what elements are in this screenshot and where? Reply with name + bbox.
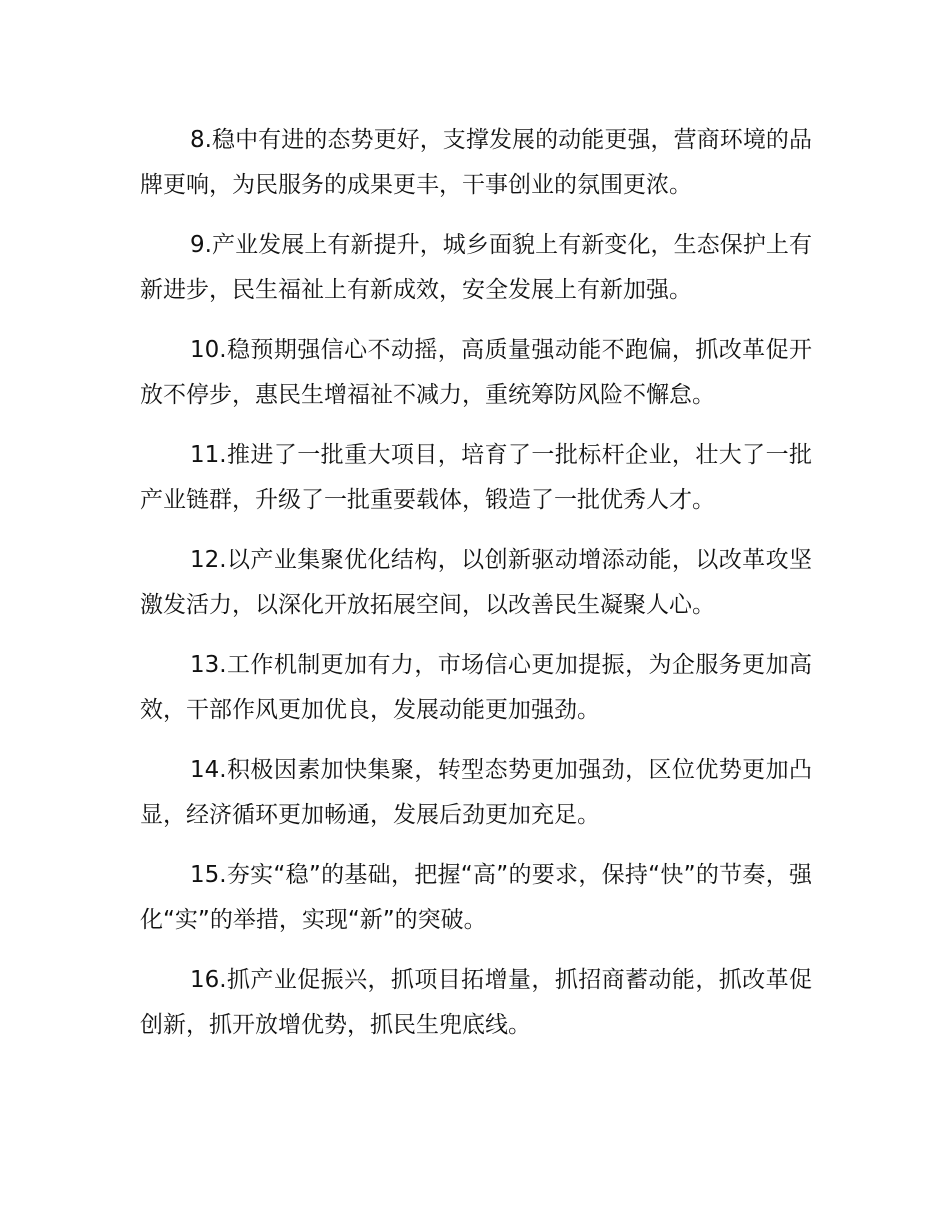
paragraph-11: 11.推进了一批重大项目，培育了一批标杆企业，壮大了一批产业链群，升级了一批重要载体，锻造了一批优秀人才。 — [140, 442, 812, 513]
paragraph-9: 9.产业发展上有新提升，城乡面貌上有新变化，生态保护上有新进步，民生福祉上有新成效，安全发展上有新加强。 — [140, 232, 812, 303]
paragraph-12: 12.以产业集聚优化结构，以创新驱动增添动能，以改革攻坚激发活力，以深化开放拓展空间，以改善民生凝聚人心。 — [140, 547, 812, 618]
document-body — [140, 118, 812, 1063]
paragraph-10: 10.稳预期强信心不动摇，高质量强动能不跑偏，抓改革促开放不停步，惠民生增福祉不减力，重统筹防风险不懈怠。 — [140, 337, 812, 408]
paragraph-16: 16.抓产业促振兴，抓项目拓增量，抓招商蓄动能，抓改革促创新，抓开放增优势，抓民生兜底线。 — [140, 967, 812, 1038]
paragraph-14: 14.积极因素加快集聚，转型态势更加强劲，区位优势更加凸显，经济循环更加畅通，发展后劲更加充足。 — [140, 757, 812, 828]
paragraph-15: 15.夯实“稳”的基础，把握“高”的要求，保持“快”的节奏，强化“实”的举措，实现“新”的突破。 — [140, 862, 812, 933]
paragraph-13: 13.工作机制更加有力，市场信心更加提振，为企服务更加高效，干部作风更加优良，发展动能更加强劲。 — [140, 652, 812, 723]
paragraph-8: 8.稳中有进的态势更好，支撑发展的动能更强，营商环境的品牌更响，为民服务的成果更丰，干事创业的氛围更浓。 — [140, 127, 812, 198]
